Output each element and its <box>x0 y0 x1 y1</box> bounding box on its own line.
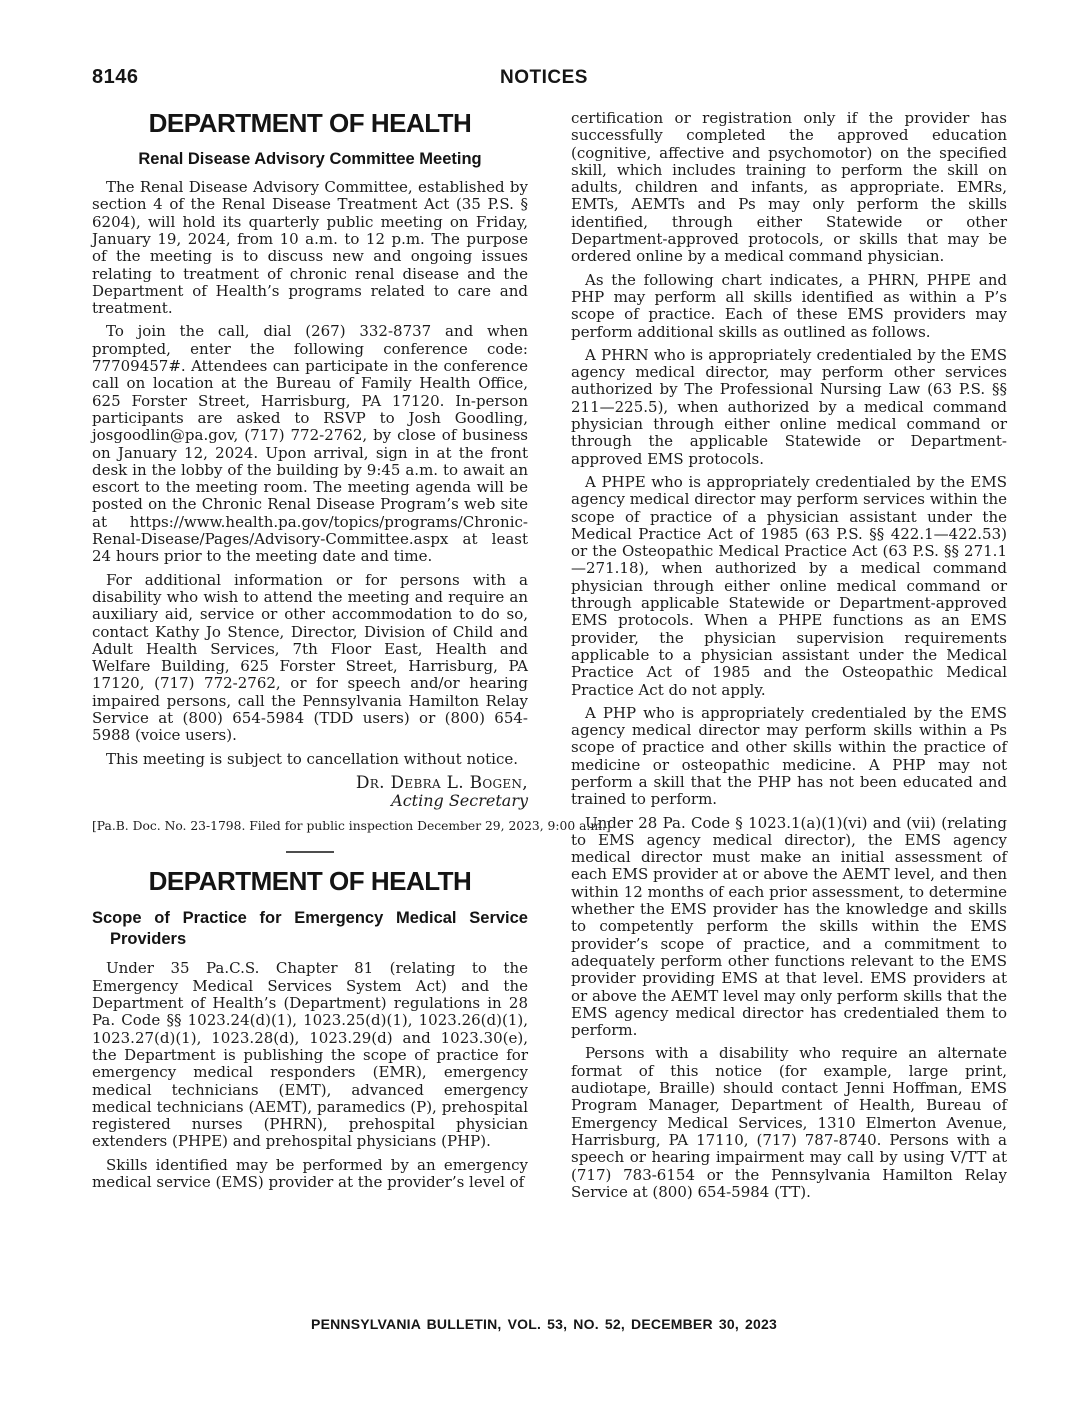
signature-block <box>92 774 528 810</box>
paragraph: For additional information or for persons with a disability who wish to attend the meeting and require an auxiliary aid, service or other accommodation to do so, contact Kathy Jo Stence, Director, Division of Child and Adult Health Services, 7th Floor East, Health and Welfare Building, 625 Forster Street, Harrisburg, PA 17120, (717) 772-2762, or for speech and/or hearing impaired persons, call the Pennsylvania Hamilton Relay Service at (800) 654-5984 (TDD users) or (800) 654-5988 (voice users). <box>92 570 528 745</box>
paragraph: certification or registration only if the provider has successfully completed the approved education (cognitive, affective and psychomotor) on the specified skill, which includes training to perform the skill on adults, children and infants, as appropriate. EMRs, EMTs, AEMTs and Ps may only perform the skills identified, through either Statewide or other Department-approved protocols, or skills that may be ordered online by a medical command physician. <box>571 109 1007 266</box>
signature-name: Dr. Debra L. Bogen, <box>355 772 528 793</box>
paragraph: To join the call, dial (267) 332-8737 and when prompted, enter the following conference code: 77709457#. Attendees can participate in the conference call on location at the Bureau of Family Health Office, 625 Forster Street, Harrisburg, PA 17120. In-person participants are asked to RSVP to Josh Goodling, josgoodlin@pa.gov, (717) 772-2762, by close of business on January 12, 2024. Upon arrival, sign in at the front desk in the lobby of the building by 9:45 a.m. to await an escort to the meeting room. The meeting agenda will be posted on the Chronic Renal Disease Program’s web site at https://www.health.pa.gov/topics/programs/Chronic-Renal-Disease/Pages/Advisory-Committee.aspx at least 24 hours prior to the meeting date and time. <box>92 322 528 566</box>
section-divider <box>286 851 334 853</box>
two-column-layout <box>92 110 1008 1201</box>
paragraph: The Renal Disease Advisory Committee, established by section 4 of the Renal Disease Treatment Act (35 P.S. § 6204), will hold its quarterly public meeting on Friday, January 19, 2024, from 10 a.m. to 12 p.m. The purpose of the meeting is to discuss new and ongoing issues relating to treatment of chronic renal disease and the Department of Health’s programs related to care and treatment. <box>92 178 528 318</box>
paragraph: Persons with a disability who require an alternate format of this notice (for example, large print, audiotape, Braille) should contact Jenni Hoffman, EMS Program Manager, Department of Health, Bureau of Emergency Medical Services, 1310 Elmerton Avenue, Harrisburg, PA 17110, (717) 787-8740. Persons with a speech or hearing impairment may call by using V/TT at (717) 783-6154 or the Pennsylvania Hamilton Relay Service at (800) 654-5984 (TT). <box>571 1044 1007 1201</box>
notice-title-renal: Renal Disease Advisory Committee Meeting <box>138 150 482 169</box>
right-column <box>571 110 1007 1201</box>
agency-heading-scope: DEPARTMENT OF HEALTH <box>148 865 472 896</box>
running-head: NOTICES <box>500 67 588 88</box>
footer-line: PENNSYLVANIA BULLETIN, VOL. 53, NO. 52, DECEMBER 30, 2023 <box>311 1316 777 1332</box>
paragraph: Skills identified may be performed by an emergency medical service (EMS) provider at the provider’s level of <box>92 1155 528 1191</box>
paragraph: This meeting is subject to cancellation without notice. <box>106 749 519 768</box>
notice-title-scope-line2: Providers <box>110 929 187 948</box>
notice-title-scope <box>92 908 528 949</box>
paragraph: A PHPE who is appropriately credentialed by the EMS agency medical director may perform services within the scope of practice of a physician assistant under the Medical Practice Act of 1985 (63 P.S. §§ 422.1—422.53) or the Osteopathic Medical Practice Act (63 P.S. §§ 271.1—271.18), when authorized by a medical command physician through either online medical command or through applicable Statewide or Department-approved EMS protocols. When a PHPE functions as an EMS provider, the physician supervision requirements applicable to a physician assistant under the Medical Practice Act of 1985 and the Osteopathic Medical Practice Act do not apply. <box>571 472 1007 699</box>
paragraph: As the following chart indicates, a PHRN, PHPE and PHP may perform all skills identified as within a P’s scope of practice. Each of these EMS providers may perform additional skills as outlined as follows. <box>571 270 1007 341</box>
running-header <box>0 66 1088 92</box>
paragraph: Under 28 Pa. Code § 1023.1(a)(1)(vi) and (vii) (relating to EMS agency medical director), the EMS agency medical director must make an initial assessment of each EMS provider at or above the AEMT level, and then within 12 months of each prior assessment, to determine whether the EMS provider has the knowledge and skills to competently perform the skills within the EMS provider’s scope of practice, and a commitment to adequately perform other functions relevant to the EMS provider providing EMS at that level. EMS providers at or above the AEMT level may only perform skills that the EMS agency medical director has credentialed them to perform. <box>571 813 1007 1040</box>
agency-heading-renal: DEPARTMENT OF HEALTH <box>148 108 472 138</box>
page-number: 8146 <box>92 66 139 88</box>
doc-number-line: [Pa.B. Doc. No. 23-1798. Filed for public inspection December 29, 2023, 9:00 a.m.] <box>92 818 611 833</box>
paragraph: Under 35 Pa.C.S. Chapter 81 (relating to the Emergency Medical Services System Act) and the Department of Health’s (Department) regulations in 28 Pa. Code §§ 1023.24(d)(1), 1023.25(d)(1), 1023.26(d)(1), 1023.27(d)(1), 1023.28(d), 1023.29(d) and 1023.30(e), the Department is publishing the scope of practice for emergency medical responders (EMR), emergency medical technicians (EMT), advanced emergency medical technicians (AEMT), paramedics (P), prehospital registered nurses (PHRN), prehospital physician extenders (PHPE) and prehospital physicians (PHP). <box>92 959 528 1151</box>
notice-title-scope-line1: Scope of Practice for Emergency Medical Service <box>92 909 528 928</box>
left-column <box>92 108 611 1201</box>
paragraph: A PHP who is appropriately credentialed by the EMS agency medical director may perform skills within a Ps scope of practice and other skills within the practice of medicine or osteopathic medicine. A PHP may not perform a skill that the PHP has not been educated and trained to perform. <box>571 703 1007 809</box>
paragraph: A PHRN who is appropriately credentialed by the EMS agency medical director, may perform other services authorized by The Professional Nursing Law (63 P.S. §§ 211—225.5), when authorized by a medical command physician through either online medical command or through the applicable Statewide or Department-approved EMS protocols. <box>571 345 1007 468</box>
signature-title: Acting Secretary <box>391 790 528 810</box>
